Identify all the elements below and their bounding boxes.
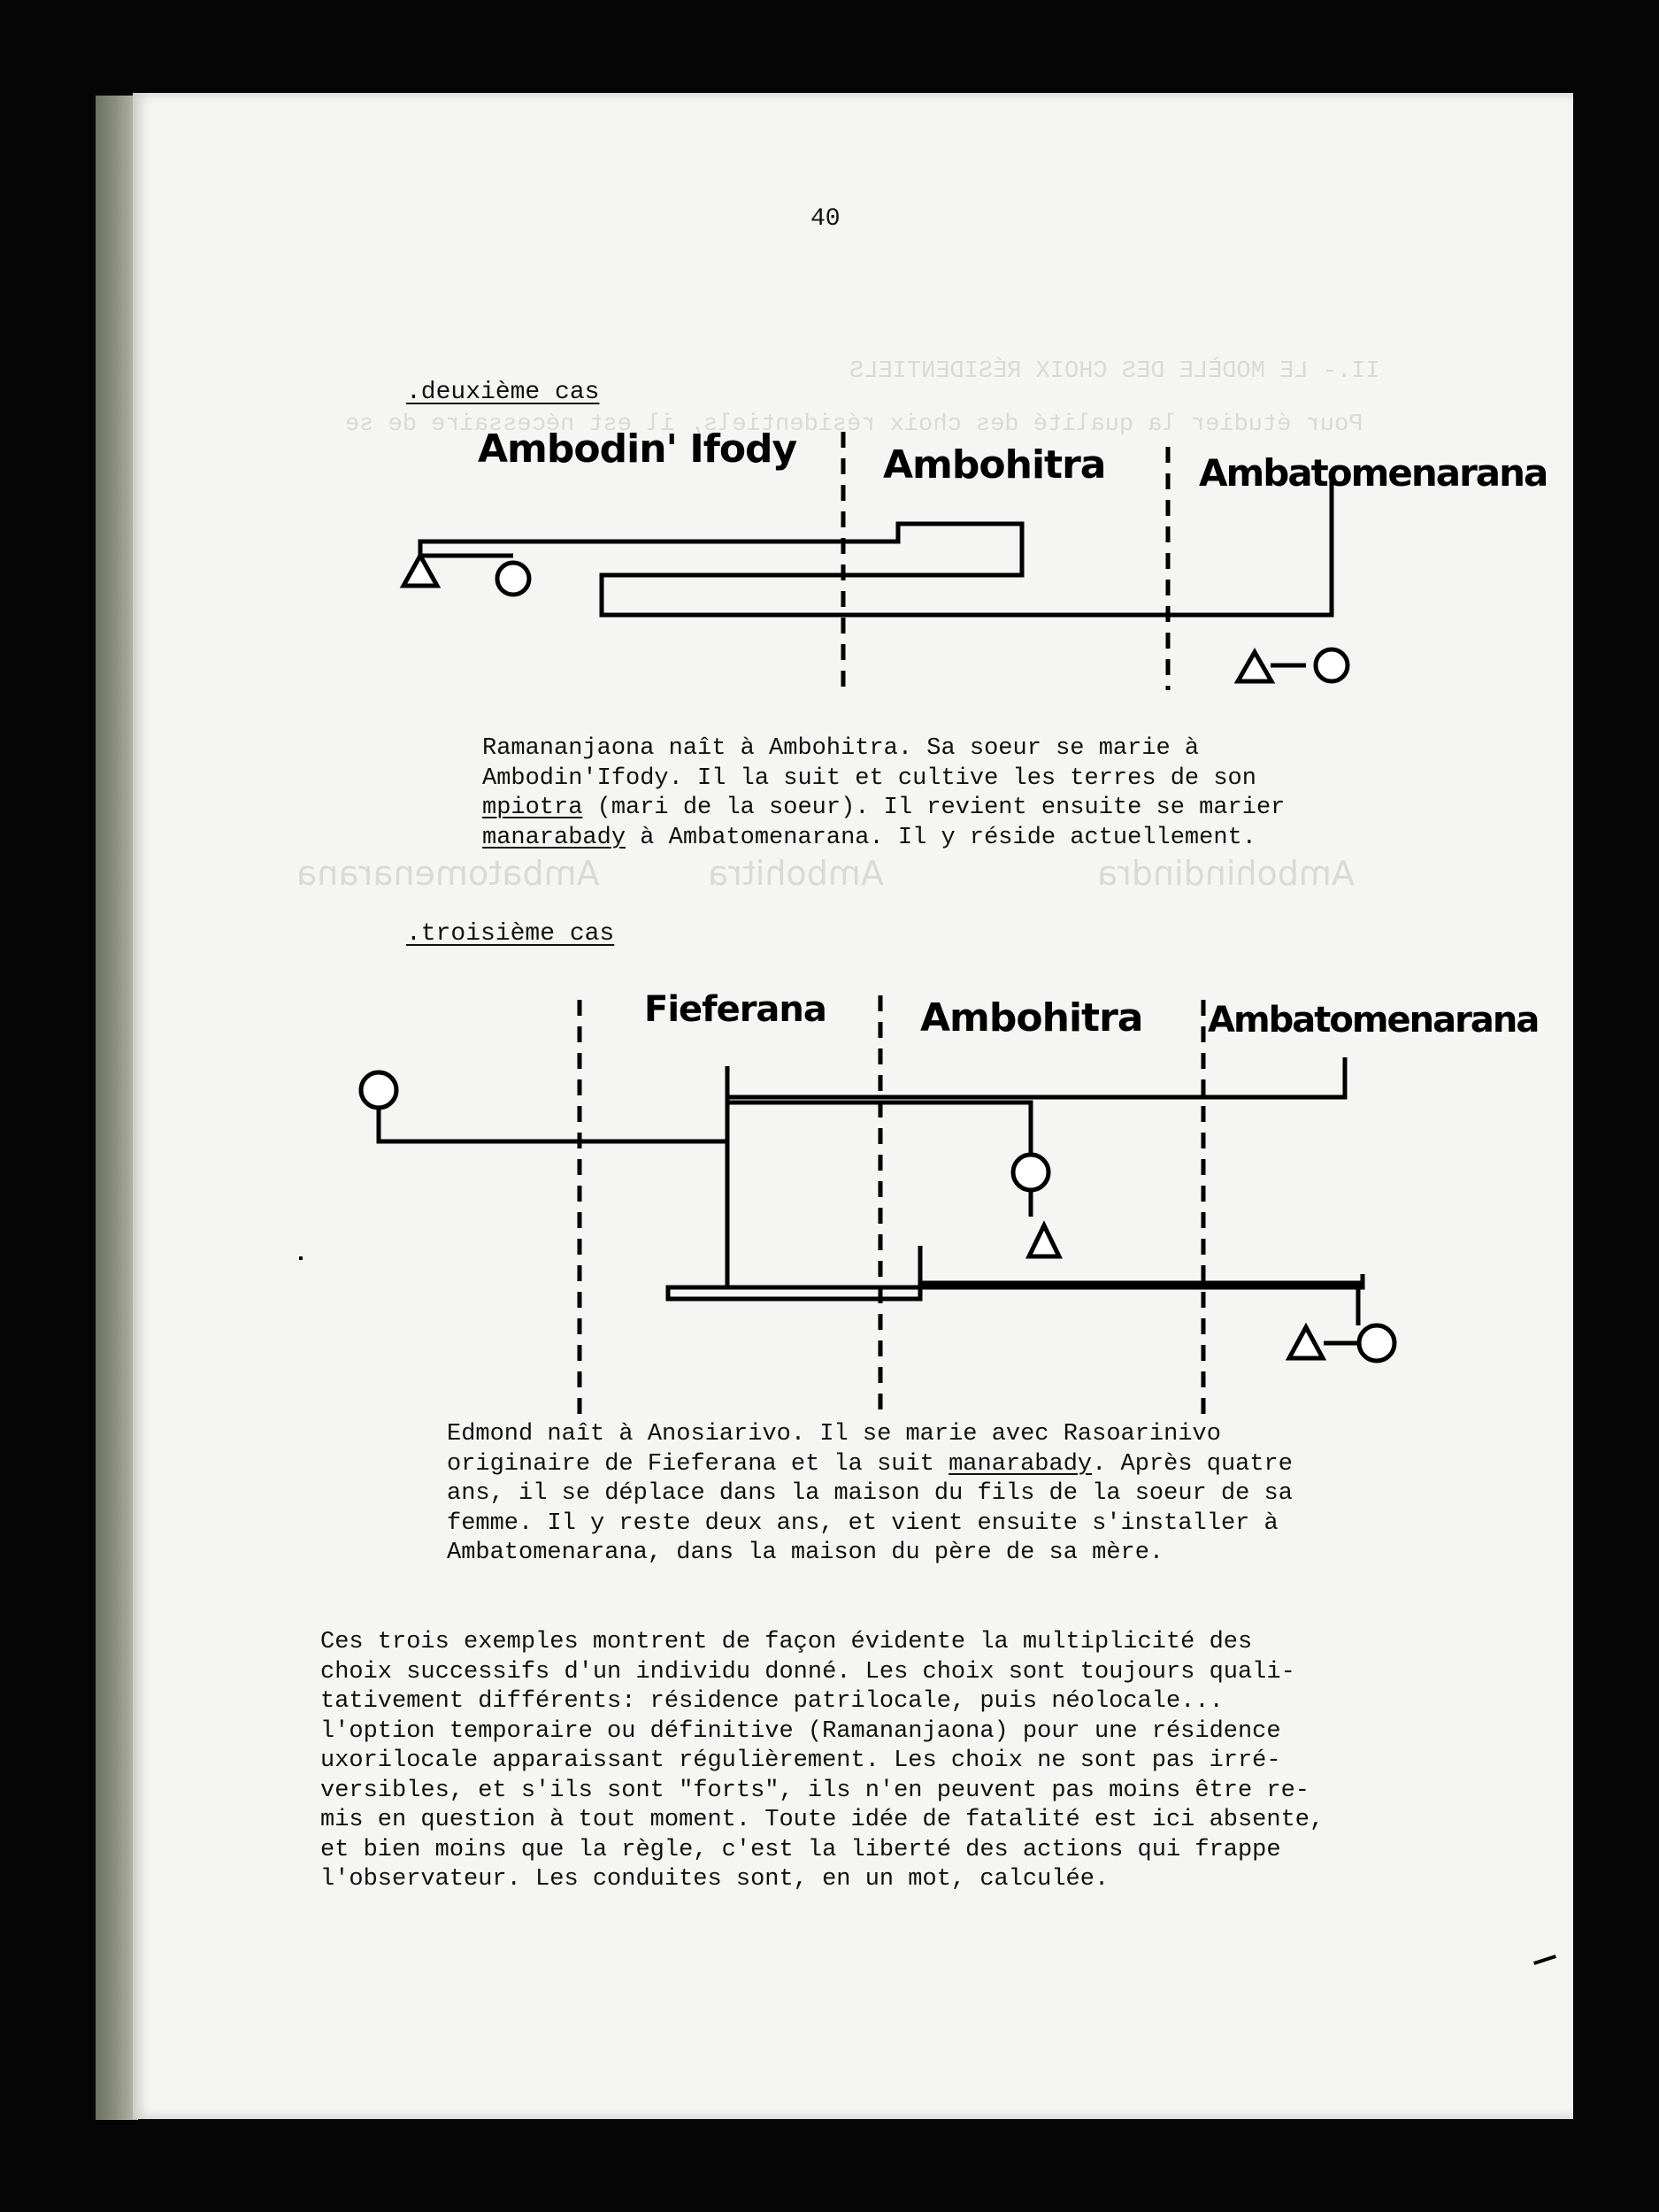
term-manarabady: manarabady: [482, 824, 626, 851]
case-3-line: Edmond naît à Anosiarivo. Il se marie avec Rasoarinivo: [447, 1421, 1221, 1448]
conclusion-line: versibles, et s'ils sont "forts", ils n'en peuvent pas moins être re-: [320, 1777, 1310, 1804]
conclusion-line: et bien moins que la règle, c'est la liberté des actions qui frappe: [320, 1836, 1281, 1863]
case-3-residence-path: [668, 1102, 727, 1292]
conclusion-line: Ces trois exemples montrent de façon évidente la multiplicité des: [320, 1629, 1253, 1655]
case-3-title: .troisième cas: [406, 920, 615, 948]
case-2-line: à Ambatomenarana. Il y réside actuellement.: [626, 824, 1256, 851]
case-3-female-symbol: [1359, 1325, 1394, 1361]
case-2-place-ambohitra: Ambohitra: [883, 442, 1106, 488]
case-3-place-ambohitra: Ambohitra: [920, 995, 1143, 1041]
conclusion-line: l'observateur. Les conduites sont, en un mot, calculée.: [320, 1866, 1110, 1893]
conclusion-line: mis en question à tout moment. Toute idée de fatalité est ici absente,: [320, 1807, 1325, 1833]
conclusion-line: choix successifs d'un individu donné. Les choix sont toujours quali-: [320, 1658, 1295, 1686]
case-3-male-symbol: [1289, 1327, 1323, 1358]
case-3-place-fieferana: Fieferana: [644, 989, 826, 1030]
case-3-narrative: [447, 1420, 1293, 1569]
conclusion-line: uxorilocale apparaissant régulièrement. Les choix ne sont pas irré-: [320, 1747, 1281, 1774]
case-3-line: Ambatomenarana, dans la maison du père de sa mère.: [447, 1540, 1164, 1566]
conclusion-paragraph: [320, 1628, 1324, 1895]
case-3-residence-path: [379, 1057, 1345, 1141]
case-2-line: Ambodin'Ifody. Il la suit et cultive les terres de son: [482, 764, 1256, 792]
term-manarabady: manarabady: [949, 1450, 1093, 1478]
show-through-heading: II.- LE MODÈLE DES CHOIX RÉSIDENTIELS: [849, 358, 1380, 385]
case-2-place-ambodin-ifody: Ambodin' Ifody: [478, 426, 797, 472]
term-mpiotra: mpiotra: [482, 795, 583, 821]
show-through-line: Pour étudier la qualité des choix résidentiels, il est nécessaire de se: [345, 411, 1363, 438]
case-3-place-ambatomenarana: Ambatomenarana: [1208, 1000, 1539, 1041]
show-through-place: Ambatomenarana: [296, 854, 600, 893]
case-2-line: (mari de la soeur). Il revient ensuite se marier: [582, 795, 1286, 821]
case-3-female-symbol: [361, 1072, 396, 1108]
case-3-line: . Après quatre: [1092, 1450, 1293, 1478]
show-through-place: Ambohindindra: [1097, 854, 1355, 893]
show-through-place: Ambohitra: [708, 854, 884, 893]
case-2-line: Ramananjaona naît à Ambohitra. Sa soeur se marie à: [482, 735, 1200, 762]
case-3-line: femme. Il y reste deux ans, et vient ensuite s'installer à: [447, 1509, 1279, 1537]
case-3-female-symbol: [1013, 1155, 1048, 1190]
stray-dot-mark: [299, 1256, 303, 1260]
case-2-title: .deuxième cas: [406, 379, 600, 406]
case-3-line: originaire de Fieferana et la suit: [447, 1450, 949, 1478]
case-3-male-symbol: [1029, 1225, 1059, 1256]
case-3-line: ans, il se déplace dans la maison du fils de la soeur de sa: [447, 1480, 1293, 1507]
page-number: 40: [810, 205, 841, 233]
case-2-place-ambatomenarana: Ambatomenarana: [1199, 451, 1548, 495]
conclusion-line: tativement différents: résidence patrilocale, puis néolocale...: [320, 1688, 1224, 1715]
conclusion-line: l'option temporaire ou définitive (Ramananjaona) pour une résidence: [320, 1717, 1281, 1745]
